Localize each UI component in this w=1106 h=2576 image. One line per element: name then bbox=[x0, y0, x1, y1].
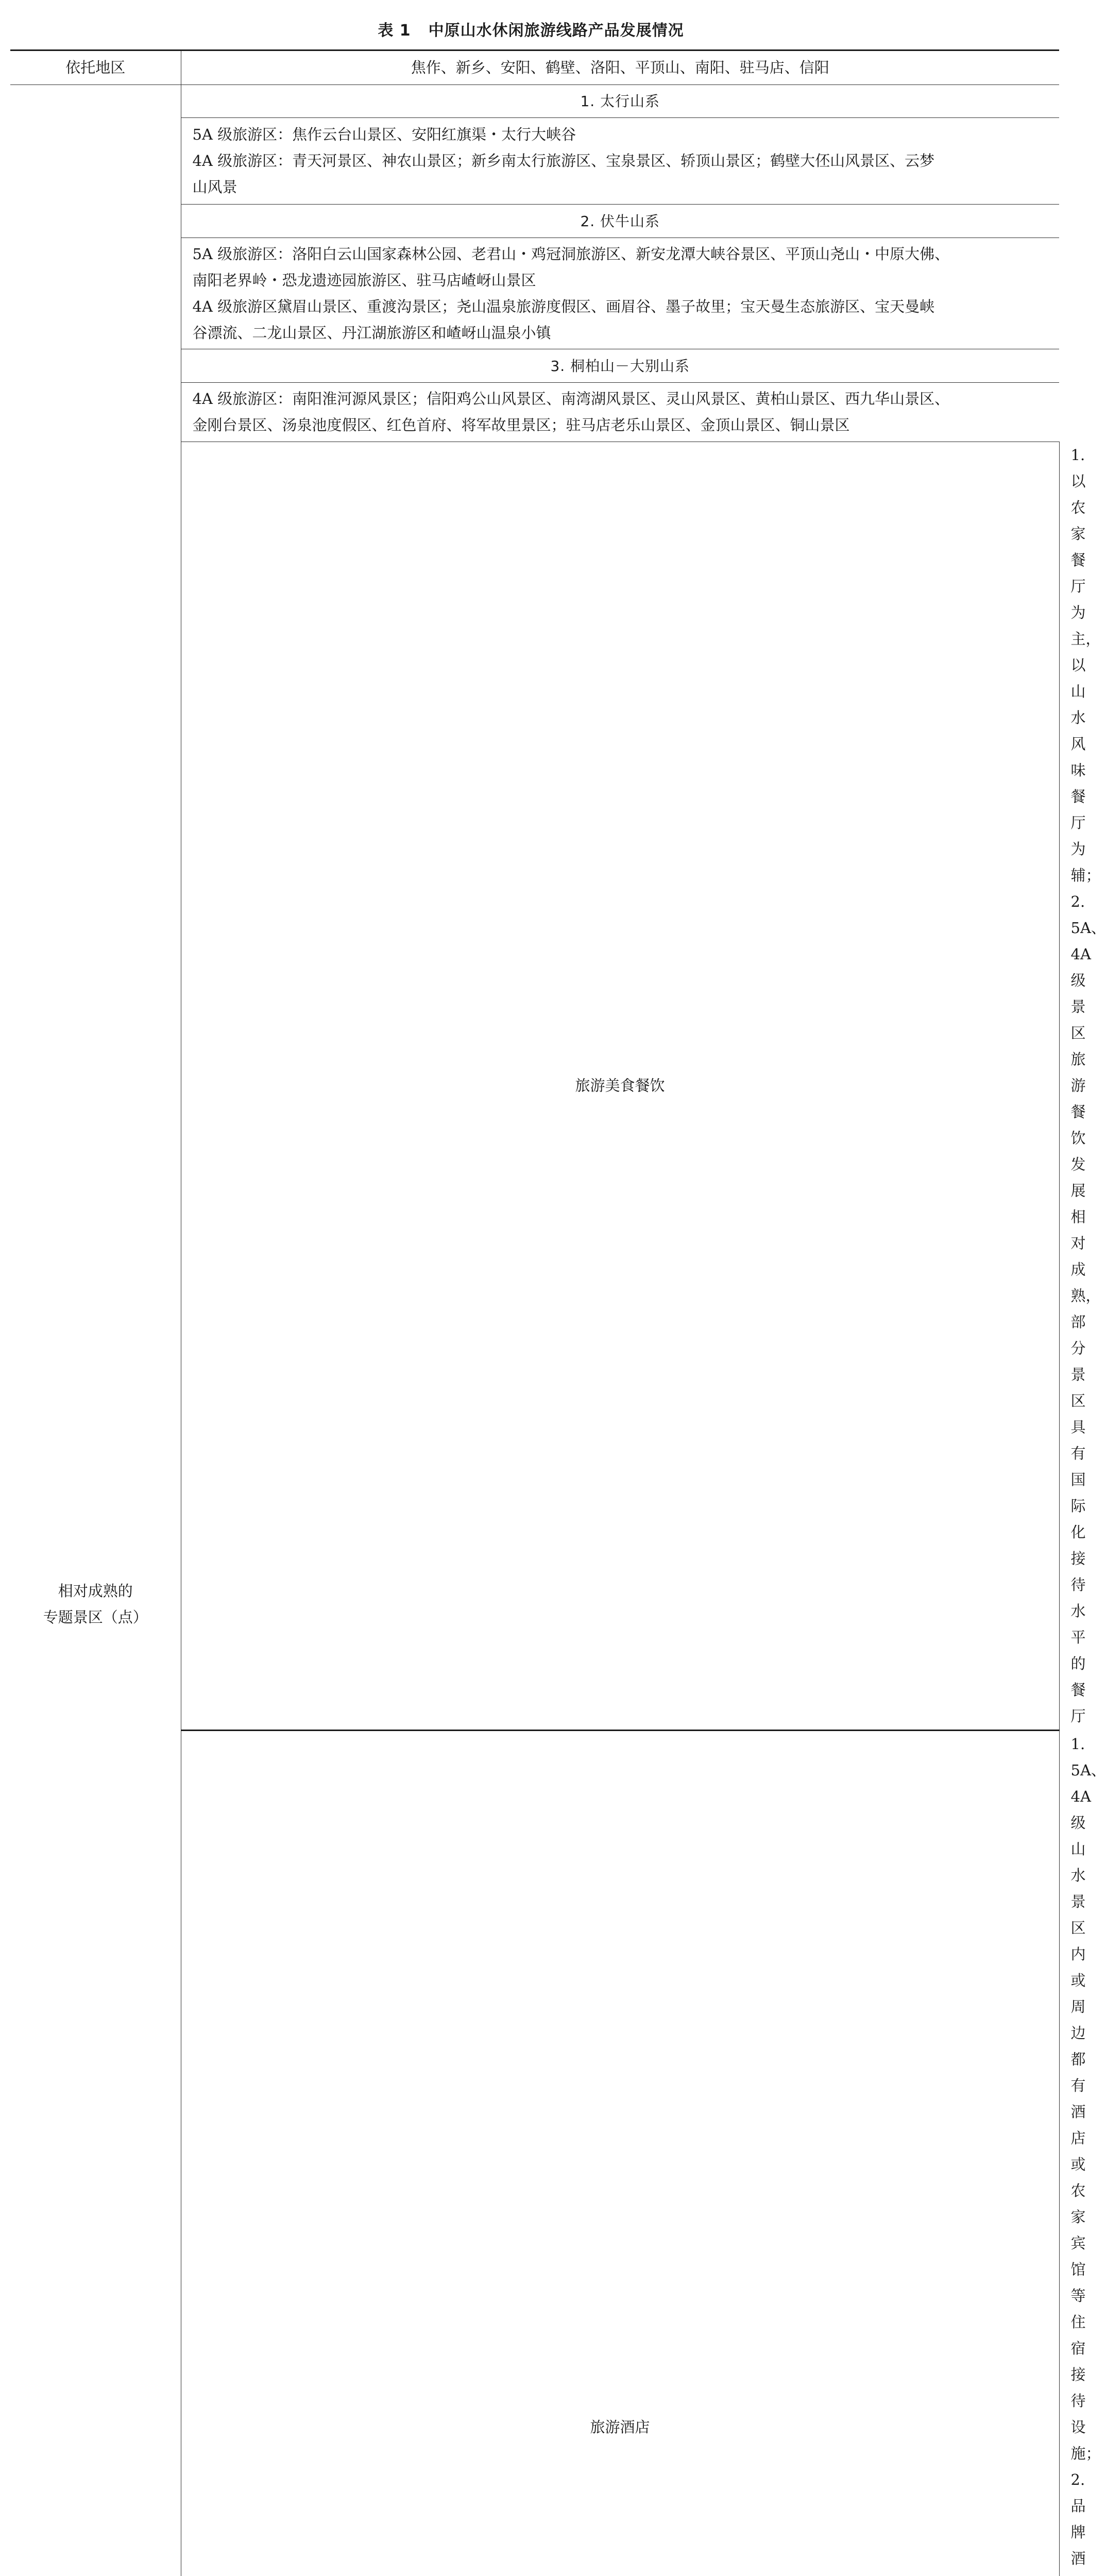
group3-line1: 4A 级旅游区：南阳淮河源风景区；信阳鸡公山风景区、南湾湖风景区、灵山风景区、黄柏山景区、西九华山景区、 bbox=[193, 386, 1052, 412]
group1-heading: 1. 太行山系 bbox=[181, 85, 1059, 118]
region-label: 依托地区 bbox=[10, 50, 181, 85]
group2-line2: 南阳老界岭・恐龙遗迹园旅游区、驻马店嵖岈山景区 bbox=[193, 267, 1052, 294]
table-row-group1-heading bbox=[10, 85, 1059, 118]
group3-body bbox=[181, 383, 1059, 442]
table-number: 表 1 bbox=[378, 22, 411, 40]
group3-heading: 3. 桐柏山－大别山系 bbox=[181, 349, 1059, 383]
food-label: 旅游美食餐饮 bbox=[181, 442, 1059, 1731]
hotel-label: 旅游酒店 bbox=[181, 1731, 1059, 2576]
group1-line1: 5A 级旅游区：焦作云台山景区、安阳红旗渠・太行大峡谷 bbox=[193, 122, 1052, 148]
tourism-products-table bbox=[10, 49, 1059, 2576]
group3-line2: 金刚台景区、汤泉池度假区、红色首府、将军故里景区；驻马店老乐山景区、金顶山景区、铜山景区 bbox=[193, 412, 1052, 438]
table-row-region bbox=[10, 50, 1059, 85]
group1-body bbox=[181, 118, 1059, 205]
table-row-food: 旅游美食餐饮 1. 以农家餐厅为主，以山水风味餐厅为辅； 2. 5A、4A 级景区旅游餐饮发展相对成熟，部分景区具有国际化接待水平的餐厅 bbox=[10, 442, 1059, 1731]
group2-heading: 2. 伏牛山系 bbox=[181, 205, 1059, 238]
scenic-label-cell bbox=[10, 85, 181, 2576]
scenic-label-line2: 专题景区（点） bbox=[10, 1604, 181, 1631]
table-caption bbox=[0, 20, 1062, 42]
group2-line3: 4A 级旅游区黛眉山景区、重渡沟景区；尧山温泉旅游度假区、画眉谷、墨子故里；宝天曼生态旅游区、宝天曼峡 bbox=[193, 294, 1052, 320]
table-row-hotel: 旅游酒店 1. 5A、4A 级山水景区内或周边都有酒店或农家宾馆等住宿接待设施； 2. 品牌酒 bbox=[10, 1731, 1059, 2576]
group1-line3: 山风景 bbox=[193, 174, 1052, 200]
group1-line2: 4A 级旅游区：青天河景区、神农山景区；新乡南太行旅游区、宝泉景区、轿顶山景区；鹤壁大伾山风景区、云梦 bbox=[193, 148, 1052, 174]
group2-line4: 谷漂流、二龙山景区、丹江湖旅游区和嵖岈山温泉小镇 bbox=[193, 320, 1052, 346]
group2-line1: 5A 级旅游区：洛阳白云山国家森林公园、老君山・鸡冠洞旅游区、新安龙潭大峡谷景区、平顶山尧山・中原大佛、 bbox=[193, 241, 1052, 267]
group2-body bbox=[181, 238, 1059, 349]
table-title: 中原山水休闲旅游线路产品发展情况 bbox=[429, 22, 684, 40]
region-value: 焦作、新乡、安阳、鹤壁、洛阳、平顶山、南阳、驻马店、信阳 bbox=[181, 50, 1059, 85]
scenic-label-line1: 相对成熟的 bbox=[10, 1578, 181, 1604]
